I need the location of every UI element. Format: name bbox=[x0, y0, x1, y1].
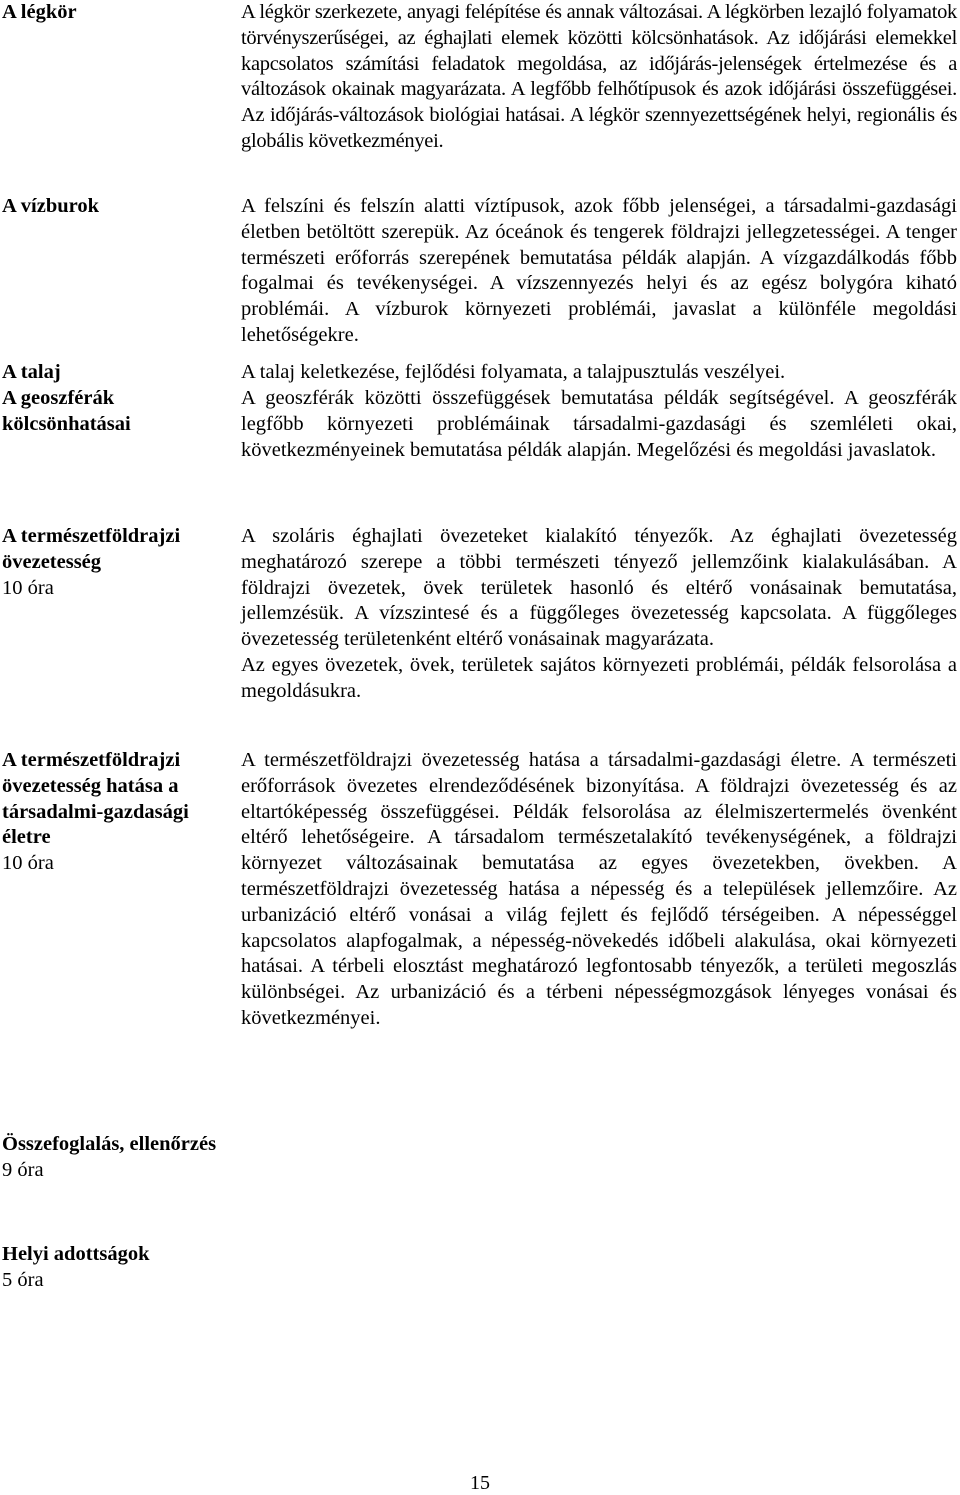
topic-paragraph: A felszíni és felszín alatti víztípusok, azok főbb jelenségei, a társadalmi-gazdasági életben betöltött szerepük. Az óceánok és tengerek földrajzi jellegzetességei. A tenger természeti erőforrás szerepének bemutatása példák alapján. A vízgazdálkodás főbb fogalmai és tevékenységei. A vízszennyezés helyi és az egész bolygóra kiható problémái. A vízburok környezeti problémái, javaslat a különféle megoldási lehetőségekre. bbox=[241, 195, 957, 346]
topic-content bbox=[241, 194, 957, 349]
topic-title: A természetföldrajzi övezetesség hatása a társadalmi-gazdasági életre bbox=[2, 749, 189, 849]
topic-hours: 10 óra bbox=[2, 576, 54, 599]
topic-label bbox=[2, 524, 227, 601]
topic-paragraph: A geoszférák közötti összefüggések bemutatása példák segítségével. A geoszférák legfőbb környezeti problémáinak társadalmi-gazdasági és szemléleti okai, következményeinek bemutatása példák alapján. Megelőzési és megoldási javaslatok. bbox=[241, 387, 957, 461]
page-number: 15 bbox=[470, 1472, 490, 1494]
topic-title: Összefoglalás, ellenőrzés bbox=[2, 1133, 217, 1155]
topic-label bbox=[2, 748, 227, 877]
topic-label bbox=[2, 1242, 227, 1294]
topic-paragraph: A természetföldrajzi övezetesség hatása a társadalmi-gazdasági életre. A természeti erőforrások övezetes elrendeződésének bizonyítása. A földrajzi övezetesség és az eltartóképesség összefüggései. Példák felsorolása az élelmiszertermelés övenként eltérő lehetőségeire. A társadalom természetalakító tevékenységének, a földrajzi környezet változásainak bemutatása az egyes övezetekben, övekben. A természetföldrajzi övezetesség hatása a népesség és a települések jellemzőire. Az urbanizáció eltérő vonásai a világ fejlett és fejlődő térségeiben. A népességgel kapcsolatos alapfogalmak, a népesség-növekedés időbeli alakulása, okai környezeti hatásai. A térbeli elosztást meghatározó legfontosabb tényezők, a területi megoszlás különbségei. Az urbanizáció és a térbeni népességmozgások lényeges vonásai és következményei. bbox=[241, 749, 957, 1029]
topic-paragraph: A szoláris éghajlati övezeteket kialakító tényezők. Az éghajlati övezetesség meghatározó szerepe a többi természeti tényező jellemzőink kialakulásában. A földrajzi övezetek, övek területek hasonló és eltérő vonásainak bemutatása, jellemzésük. A vízszintesé és a függőleges övezetesség kapcsolata. A függőleges övezetesség területenként eltérő vonásainak magyarázata. bbox=[241, 525, 957, 651]
topic-content bbox=[241, 748, 957, 1032]
topic-paragraph: A légkör szerkezete, anyagi felépítése és annak változásai. A légkörben lezajló folyamatok törvényszerűségei, az éghajlati elemek közötti kölcsönhatások. Az időjárási elemekkel kapcsolatos számítási feladatok megoldása, az időjárás-jelenségek értelmezése és a változások okainak magyarázata. A legfőbb felhőtípusok és azok időjárási összefüggései. Az időjárás-változások biológiai hatásai. A légkör szennyezettségének helyi, regionális és globális következményei. bbox=[241, 1, 957, 152]
topic-title: A talaj bbox=[2, 361, 61, 383]
topic-label bbox=[2, 194, 227, 220]
topic-label bbox=[2, 360, 227, 386]
topic-label bbox=[2, 0, 227, 26]
topic-label bbox=[2, 386, 227, 438]
topic-hours: 9 óra bbox=[2, 1158, 44, 1181]
topic-content bbox=[241, 524, 957, 705]
topic-paragraph: Az egyes övezetek, övek, területek sajátos környezeti problémái, példák felsorolása a megoldásukra. bbox=[241, 653, 957, 702]
topic-content bbox=[241, 386, 957, 463]
topic-label bbox=[2, 1132, 227, 1184]
topic-title: A légkör bbox=[2, 1, 77, 23]
topic-title: A természetföldrajzi övezetesség bbox=[2, 525, 181, 573]
topic-hours: 10 óra bbox=[2, 852, 54, 875]
topic-title: A vízburok bbox=[2, 195, 100, 217]
topic-paragraph: A talaj keletkezése, fejlődési folyamata, a talajpusztulás veszélyei. bbox=[241, 361, 786, 383]
topic-title: A geoszférák kölcsönhatásai bbox=[2, 387, 131, 435]
topic-content bbox=[241, 360, 957, 386]
topic-hours: 5 óra bbox=[2, 1268, 44, 1291]
topic-content bbox=[241, 0, 957, 155]
topic-title: Helyi adottságok bbox=[2, 1243, 150, 1265]
